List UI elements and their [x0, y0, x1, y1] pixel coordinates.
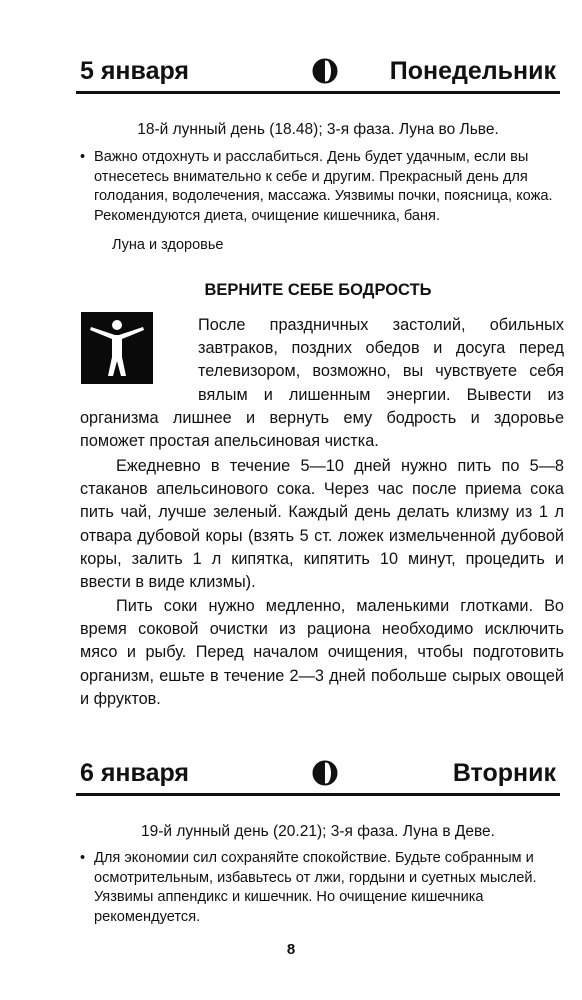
article-title: ВЕРНИТЕ СЕБЕ БОДРОСТЬ	[204, 281, 432, 299]
header-rule	[76, 91, 560, 94]
bullet-icon: •	[80, 149, 86, 165]
day-note-text: Важно отдохнуть и расслабиться. День будет удачным, если вы отнесетесь внимательно к себе и другим. Прекрасный день для голодания, водолечения, массажа. Уязвимы почки, поясница, кожа. Рекомендуются диета, очищение кишечника, баня.	[94, 149, 553, 224]
waning-moon-icon	[312, 58, 338, 84]
entry-weekday: Вторник	[452, 759, 556, 787]
lunar-info: 19-й лунный день (20.21); 3-я фаза. Луна в Деве.	[141, 823, 495, 840]
page-number: 8	[286, 941, 296, 958]
entry-weekday: Понедельник	[389, 57, 556, 85]
lunar-info: 18-й лунный день (18.48); 3-я фаза. Луна во Льве.	[137, 121, 499, 138]
entry-date: 5 января	[80, 57, 190, 85]
day-header-jan5	[76, 54, 560, 94]
article-paragraph-1: После праздничных застолий, обильных завтраков, поздних обедов и досуга перед телевизором, возможно, вы чувствуете себя вялым и лишенным энергии. Вывести из организма лишнее и вернуть ему бодрость и здоровье поможет простая апельсиновая чистка.	[80, 316, 564, 451]
day-note-text: Для экономии сил сохраняйте спокойствие. Будьте собранным и осмотрительным, избавьтесь от лжи, гордыни и суетных мыслей. Уязвимы аппендикс и кишечник. Но очищение кишечника рекомендуется.	[94, 850, 537, 925]
bullet-icon: •	[80, 850, 86, 866]
day-note	[80, 849, 558, 927]
header-rule	[76, 793, 560, 796]
waning-moon-icon	[312, 760, 338, 786]
entry-date: 6 января	[80, 759, 190, 787]
day-header-jan6	[76, 756, 560, 796]
article-paragraph-2: Ежедневно в течение 5—10 дней нужно пить по 5—8 стаканов апельсинового сока. Через час после приема сока пить чай, лучше зеленый. Каждый день делать клизму из 1 л отвара дубовой коры (взять 5 ст. ложек измельченной дубовой коры, залить 1 л кипятка, кипятить 10 минут, процедить и ввести в виде клизмы).	[80, 457, 564, 592]
day-note	[80, 148, 558, 226]
section-label: Луна и здоровье	[112, 237, 224, 253]
article-paragraph-3: Пить соки нужно медленно, маленькими глотками. Во время соковой очистки из рациона необходимо исключить мясо и рыбу. Перед началом очищения, чтобы подготовить организм, ешьте в течение 2—3 дней побольше сырых овощей и фруктов.	[80, 597, 564, 708]
